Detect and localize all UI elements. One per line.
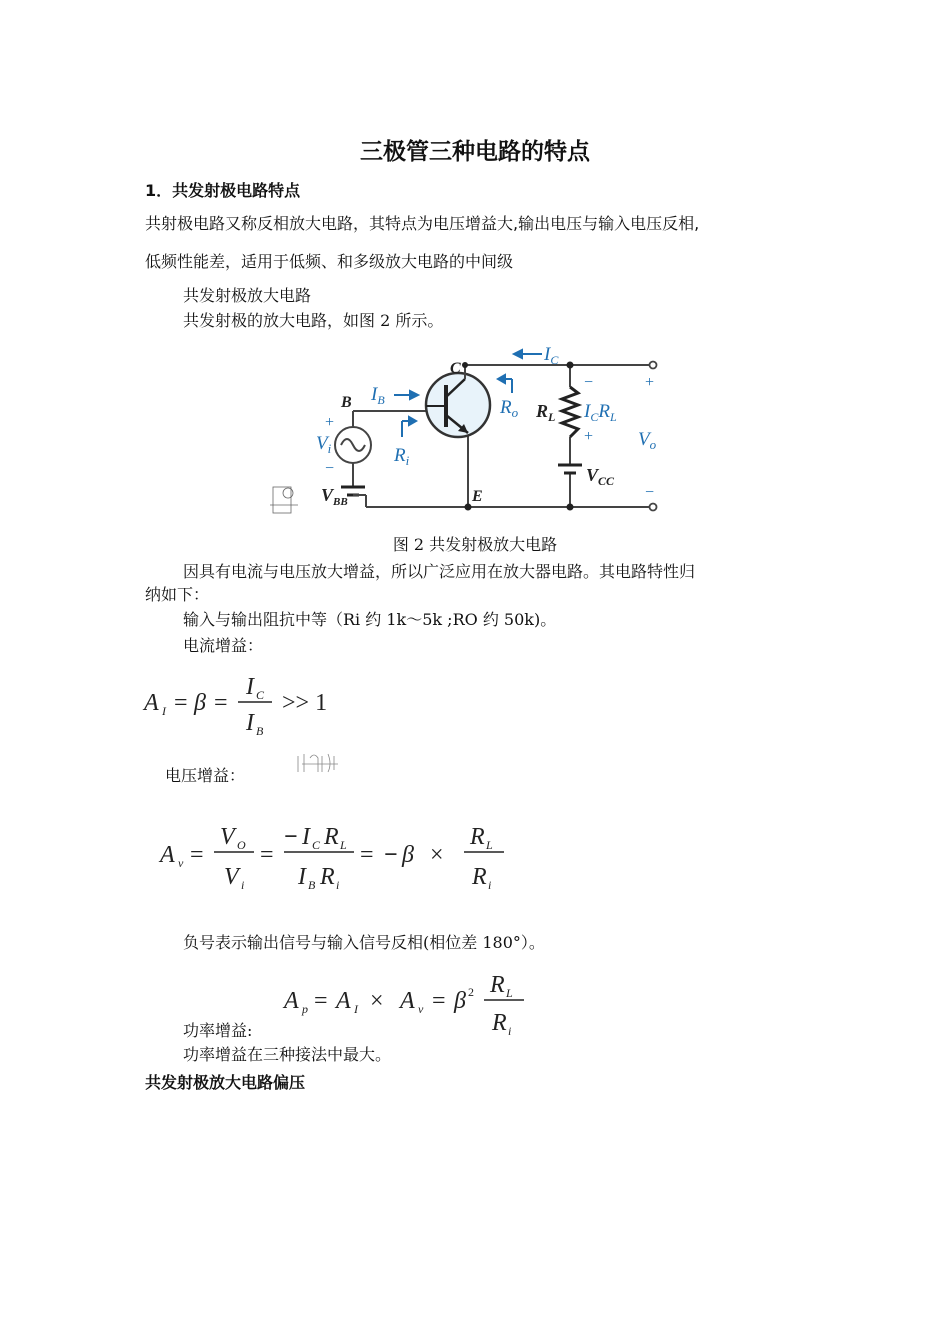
vi-minus: − bbox=[325, 460, 335, 477]
svg-text:=: = bbox=[432, 988, 446, 1014]
svg-text:I: I bbox=[302, 824, 310, 850]
para1-line-2: 纳如下： bbox=[145, 585, 210, 604]
svg-text:i: i bbox=[488, 878, 492, 892]
svg-text:R: R bbox=[492, 1010, 507, 1036]
rl-sub: L bbox=[548, 410, 556, 424]
svg-text:×: × bbox=[430, 842, 444, 868]
icrl-i: I bbox=[584, 401, 591, 422]
svg-text:A: A bbox=[144, 690, 159, 716]
small-formula-artifact bbox=[294, 748, 340, 778]
svg-text:v: v bbox=[418, 1002, 424, 1016]
node-b-label: B bbox=[341, 394, 352, 411]
svg-text:L: L bbox=[340, 838, 347, 852]
svg-text:I: I bbox=[298, 864, 306, 890]
svg-text:β: β bbox=[194, 690, 206, 716]
svg-text:−: − bbox=[384, 842, 398, 868]
svg-text:=: = bbox=[190, 842, 204, 868]
svg-text:VCC bbox=[586, 465, 615, 488]
node-c-label: C bbox=[450, 360, 461, 377]
impedance-text: 输入与输出阻抗中等（Ri 约 1k～5k ;RO 约 50k)。 bbox=[183, 610, 557, 629]
svg-text:=: = bbox=[314, 988, 328, 1014]
svg-text:B: B bbox=[308, 878, 316, 892]
svg-text:C: C bbox=[256, 688, 265, 702]
svg-text:i: i bbox=[336, 878, 340, 892]
svg-text:ICRL bbox=[583, 401, 617, 424]
vbb-label: V bbox=[321, 485, 334, 505]
svg-text:R: R bbox=[324, 824, 339, 850]
section-heading: 1．共发射极电路特点 bbox=[145, 181, 301, 200]
svg-text:=: = bbox=[360, 842, 374, 868]
svg-text:>> 1: >> 1 bbox=[282, 690, 328, 716]
svg-text:IC bbox=[543, 345, 559, 367]
current-gain-formula bbox=[142, 668, 352, 740]
svg-text:=: = bbox=[260, 842, 274, 868]
svg-text:=: = bbox=[174, 690, 188, 716]
svg-text:L: L bbox=[506, 986, 513, 1000]
icrl-i-sub: C bbox=[590, 410, 599, 424]
circuit-diagram bbox=[268, 345, 668, 520]
ic-label: I bbox=[544, 345, 551, 365]
svg-text:B: B bbox=[256, 724, 264, 738]
svg-text:V: V bbox=[220, 824, 235, 850]
ic-sub: C bbox=[550, 353, 559, 367]
current-gain-label: 电流增益： bbox=[183, 636, 264, 655]
svg-text:2: 2 bbox=[468, 985, 474, 999]
para1-line-1: 因具有电流与电压放大增益，所以广泛应用在放大器电路。其电路特性归 bbox=[183, 562, 696, 581]
rl-label: R bbox=[536, 401, 549, 421]
intro-line-1: 共射极电路又称反相放大电路，其特点为电压增益大,输出电压与输入电压反相, bbox=[145, 214, 700, 233]
node-e-label: E bbox=[472, 488, 483, 505]
figure-caption: 图 2 共发射极放大电路 bbox=[392, 535, 558, 554]
svg-text:Vi bbox=[316, 433, 332, 456]
svg-text:Vo bbox=[638, 429, 657, 452]
icrl-r: R bbox=[598, 401, 610, 422]
vo-label: V bbox=[638, 429, 650, 450]
svg-text:I: I bbox=[354, 1002, 358, 1016]
ro-sub: o bbox=[511, 405, 519, 420]
svg-text:R: R bbox=[490, 972, 505, 998]
power-gain-formula bbox=[282, 968, 532, 1040]
svg-text:V: V bbox=[224, 864, 239, 890]
svg-text:I: I bbox=[246, 710, 254, 736]
svg-text:IB bbox=[370, 384, 385, 407]
svg-text:Ro bbox=[499, 397, 519, 420]
svg-text:A: A bbox=[400, 988, 415, 1014]
svg-text:β: β bbox=[454, 988, 466, 1014]
ib-sub: B bbox=[377, 393, 385, 407]
svg-text:A: A bbox=[160, 842, 175, 868]
svg-text:C: C bbox=[312, 838, 321, 852]
negative-sign-note: 负号表示输出信号与输入信号反相(相位差 180°）。 bbox=[183, 933, 545, 952]
voltage-gain-formula bbox=[158, 818, 518, 894]
vcc-label: V bbox=[586, 465, 599, 485]
svg-text:O: O bbox=[237, 838, 246, 852]
svg-text:R: R bbox=[472, 864, 487, 890]
rl-minus: − bbox=[584, 374, 594, 391]
vbb-sub: BB bbox=[333, 496, 348, 508]
svg-text:A: A bbox=[284, 988, 299, 1014]
svg-text:R: R bbox=[470, 824, 485, 850]
ri-sub: i bbox=[405, 453, 410, 468]
vcc-sub: CC bbox=[598, 474, 615, 488]
svg-text:i: i bbox=[508, 1024, 512, 1038]
svg-text:RL bbox=[535, 401, 555, 424]
resistor-rl bbox=[562, 387, 578, 437]
svg-text:I: I bbox=[246, 674, 254, 700]
svg-text:×: × bbox=[370, 988, 384, 1014]
ib-label: I bbox=[371, 384, 378, 405]
ri-label: R bbox=[394, 445, 406, 466]
rl-plus: + bbox=[584, 428, 594, 445]
figure-reference: 共发射极的放大电路，如图 2 所示。 bbox=[183, 311, 444, 330]
svg-text:p: p bbox=[302, 1002, 308, 1016]
power-gain-label: 功率增益: bbox=[183, 1021, 253, 1040]
power-gain-note: 功率增益在三种接法中最大。 bbox=[183, 1045, 392, 1064]
ro-label: R bbox=[500, 397, 512, 418]
vi-plus: + bbox=[325, 414, 335, 431]
svg-text:v: v bbox=[178, 856, 184, 870]
svg-text:L: L bbox=[486, 838, 493, 852]
vo-plus: + bbox=[645, 374, 655, 391]
svg-text:−: − bbox=[284, 824, 298, 850]
svg-text:Ri bbox=[393, 445, 410, 468]
page-title: 三极管三种电路的特点 bbox=[360, 139, 590, 165]
sub-heading: 共发射极放大电路 bbox=[183, 286, 312, 305]
vi-label: V bbox=[316, 433, 328, 454]
vo-sub: o bbox=[649, 437, 657, 452]
svg-text:=: = bbox=[214, 690, 228, 716]
vo-minus: − bbox=[645, 484, 655, 501]
svg-text:I: I bbox=[162, 704, 166, 718]
voltage-gain-label: 电压增益： bbox=[165, 766, 246, 785]
icrl-r-sub: L bbox=[609, 410, 617, 424]
vi-sub: i bbox=[327, 441, 332, 456]
svg-text:A: A bbox=[336, 988, 351, 1014]
section-heading-bias: 共发射极放大电路偏压 bbox=[145, 1073, 306, 1092]
svg-text:β: β bbox=[402, 842, 414, 868]
intro-line-2: 低频性能差，适用于低频、和多级放大电路的中间级 bbox=[145, 252, 514, 271]
svg-text:R: R bbox=[320, 864, 335, 890]
svg-text:i: i bbox=[241, 878, 245, 892]
